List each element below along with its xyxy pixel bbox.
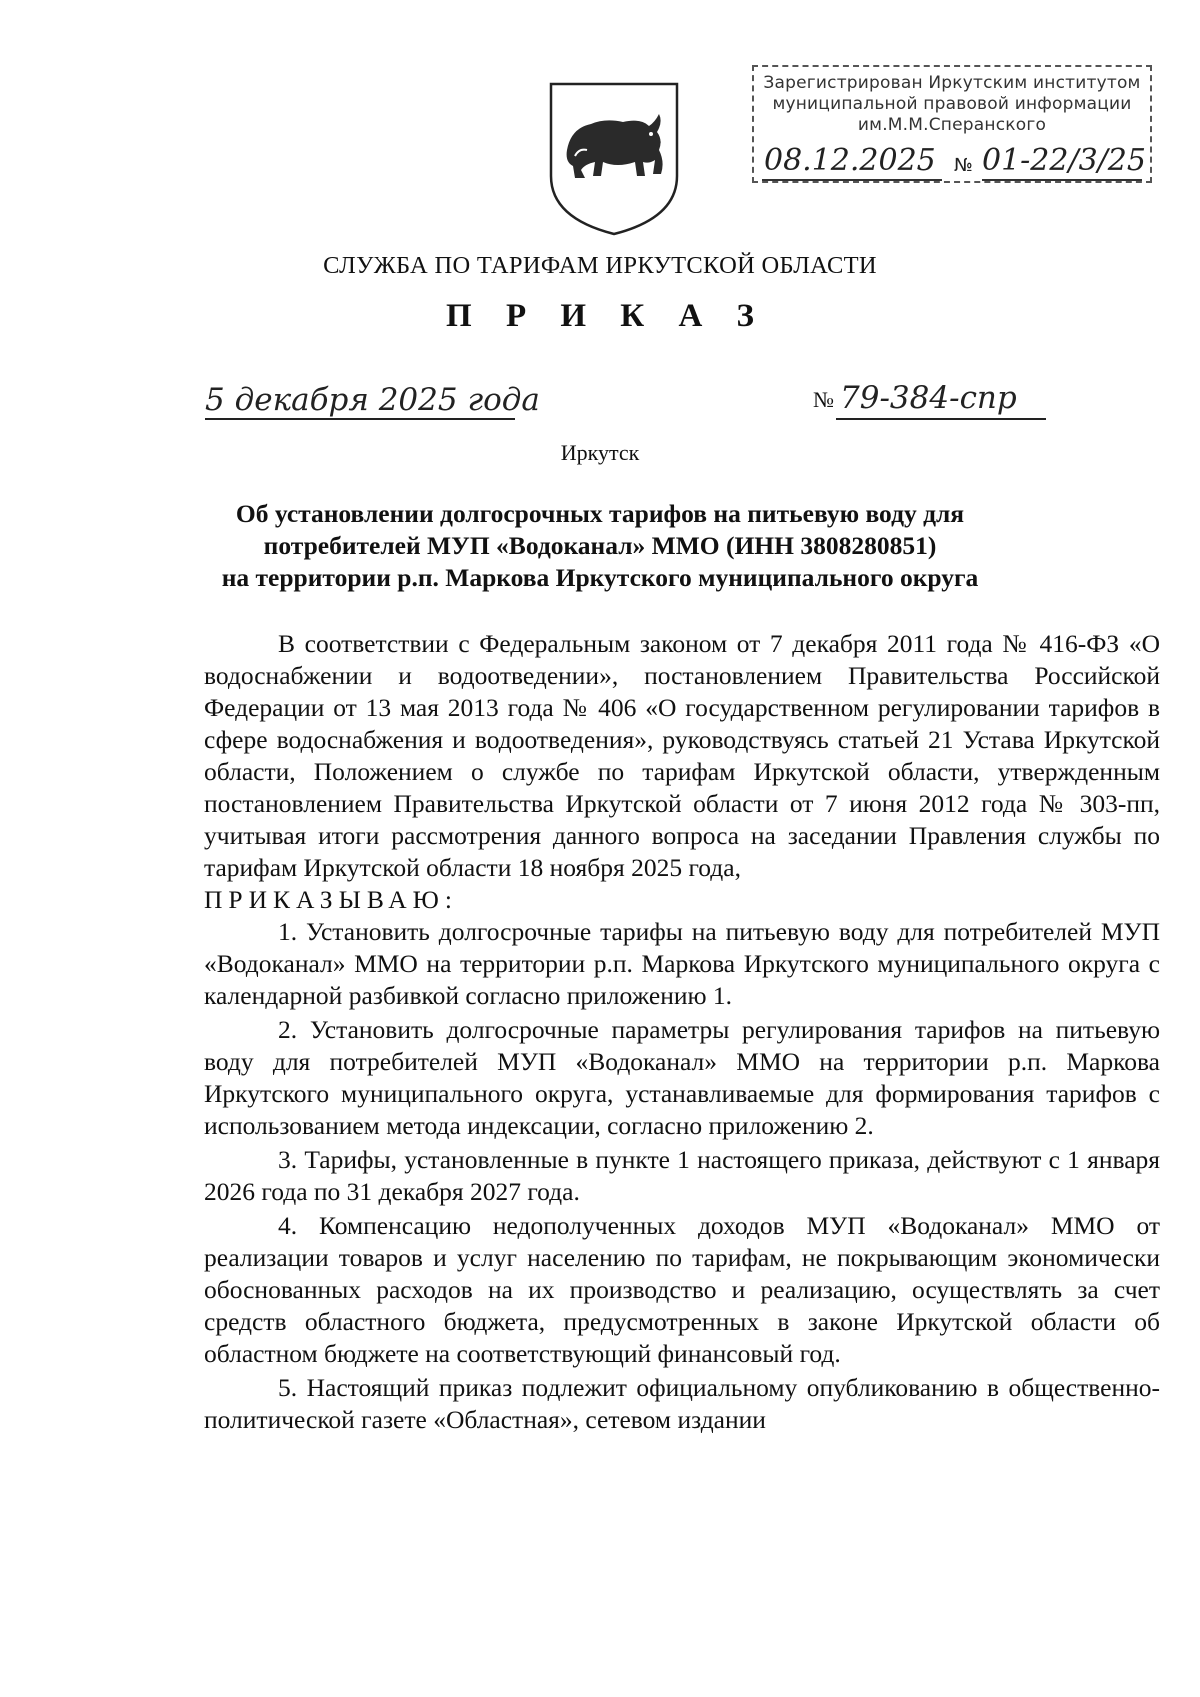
stamp-registration-number: 01-22/3/25 xyxy=(982,143,1146,178)
document-type-title: П Р И К А З xyxy=(446,298,767,334)
stamp-line-3: им.М.М.Сперанского xyxy=(857,115,1047,135)
order-item-4: 4. Компенсацию недополученных доходов МУП «Водоканал» ММО от реализации товаров и услуг населению по тарифам, не покрывающим экономически обоснованных расходов на их производство и реализацию, осуществлять за счет средств областного бюджета, предусмотренных в законе Иркутской области об областном бюджете на соответствующий финансовый год. xyxy=(204,1211,1160,1368)
stamp-date-underline xyxy=(762,179,942,181)
preamble-paragraph: В соответствии с Федеральным законом от 7 декабря 2011 года № 416-ФЗ «О водоснабжении и водоотведении», постановлением Правительства Российской Федерации от 13 мая 2013 года № 406 «О государственном регулировании тарифов в сфере водоснабжения и водоотведения», руководствуясь статьей 21 Устава Иркутской области, Положением о службе по тарифам Иркутской области, утвержденным постановлением Правительства Иркутской области от 7 июня 2012 года № 303-пп, учитывая итоги рассмотрения данного вопроса на заседании Правления службы по тарифам Иркутской области 18 ноября 2025 года, xyxy=(204,629,1160,882)
order-subject xyxy=(150,498,1050,594)
stamp-number-label: № xyxy=(954,155,973,176)
stamp-line-2: муниципальной правовой информации xyxy=(772,94,1132,114)
coat-of-arms-emblem xyxy=(545,78,683,238)
subject-line: на территории р.п. Маркова Иркутского муниципального округа xyxy=(221,563,979,592)
order-item-5: 5. Настоящий приказ подлежит официальному опубликованию в общественно-политической газете «Областная», сетевом издании xyxy=(204,1373,1160,1434)
order-item-2: 2. Установить долгосрочные параметры регулирования тарифов на питьевую воду для потребителей МУП «Водоканал» ММО на территории р.п. Маркова Иркутского муниципального округа, устанавливаемые для формирования тарифов с использованием метода индексации, согласно приложению 2. xyxy=(204,1015,1160,1140)
order-date-handwritten: 5 декабря 2025 года xyxy=(205,382,540,418)
stamp-number-underline xyxy=(982,179,1142,181)
subject-line: Об установлении долгосрочных тарифов на питьевую воду для xyxy=(235,499,965,528)
order-date-underline xyxy=(205,418,515,420)
stamp-line-1: Зарегистрирован Иркутским институтом xyxy=(763,73,1141,93)
registration-stamp xyxy=(752,65,1152,183)
order-item-3: 3. Тарифы, установленные в пункте 1 настоящего приказа, действуют с 1 января 2026 года по 31 декабря 2027 года. xyxy=(204,1145,1160,1206)
agency-name: СЛУЖБА ПО ТАРИФАМ ИРКУТСКОЙ ОБЛАСТИ xyxy=(323,252,877,279)
order-number-underline xyxy=(836,418,1046,420)
command-word: ПРИКАЗЫВАЮ: xyxy=(204,885,458,914)
subject-line: потребителей МУП «Водоканал» ММО (ИНН 3808280851) xyxy=(263,531,937,560)
stamp-registration-date: 08.12.2025 xyxy=(764,143,936,178)
order-number-handwritten: 79-384-спр xyxy=(840,380,1017,416)
order-number-label: № xyxy=(813,387,834,412)
order-item-1: 1. Установить долгосрочные тарифы на питьевую воду для потребителей МУП «Водоканал» ММО на территории р.п. Маркова Иркутского муниципального округа с календарной разбивкой согласно приложению 1. xyxy=(204,917,1160,1010)
city-name: Иркутск xyxy=(560,440,640,465)
order-body xyxy=(204,628,1160,1436)
